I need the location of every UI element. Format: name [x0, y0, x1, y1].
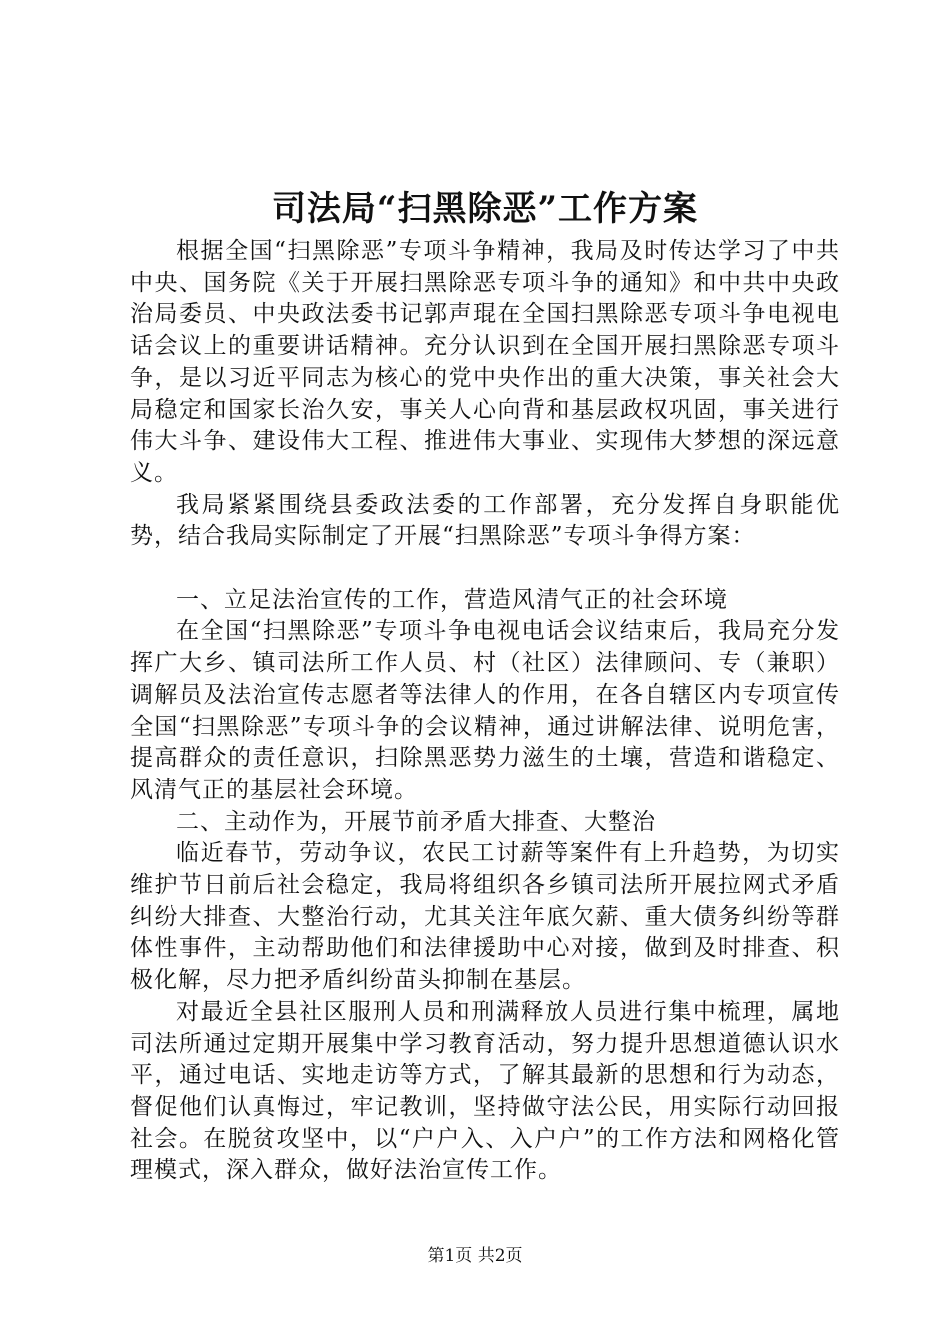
- document-page: [130, 184, 840, 1187]
- paragraph-plan-intro: 我局紧紧围绕县委政法委的工作部署，充分发挥自身职能优势，结合我局实际制定了开展“扫黑除恶”专项斗争得方案：: [130, 491, 840, 550]
- blank-line: [130, 553, 840, 585]
- section-heading-2: 二、主动作为，开展节前矛盾大排查、大整治: [176, 808, 656, 835]
- document-title: 司法局“扫黑除恶”工作方案: [271, 189, 699, 229]
- page-footer: 第1页 共2页: [427, 1246, 523, 1266]
- section-heading-1: 一、立足法治宣传的工作，营造风清气正的社会环境: [176, 586, 728, 613]
- paragraph-section-1: 在全国“扫黑除恶”专项斗争电视电话会议结束后，我局充分发挥广大乡、镇司法所工作人员、村（社区）法律顾问、专（兼职）调解员及法治宣传志愿者等法律人的作用，在各自辖区内专项宣传全国“扫黑除恶”专项斗争的会议精神，通过讲解法律、说明危害，提高群众的责任意识，扫除黑恶势力滋生的土壤，营造和谐稳定、风清气正的基层社会环境。: [130, 618, 840, 803]
- paragraph-intro: 根据全国“扫黑除恶”专项斗争精神，我局及时传达学习了中共中央、国务院《关于开展扫黑除恶专项斗争的通知》和中共中央政治局委员、中央政法委书记郭声琨在全国扫黑除恶专项斗争电视电话会议上的重要讲话精神。充分认识到在全国开展扫黑除恶专项斗争，是以习近平同志为核心的党中央作出的重大决策，事关社会大局稳定和国家长治久安，事关人心向背和基层政权巩固，事关进行伟大斗争、建设伟大工程、推进伟大事业、实现伟大梦想的深远意义。: [130, 238, 840, 486]
- paragraph-section-2a: 临近春节，劳动争议，农民工讨薪等案件有上升趋势，为切实维护节日前后社会稳定，我局将组织各乡镇司法所开展拉网式矛盾纠纷大排查、大整治行动，尤其关注年底欠薪、重大债务纠纷等群体性事件，主动帮助他们和法律援助中心对接，做到及时排查、积极化解，尽力把矛盾纠纷苗头抑制在基层。: [130, 840, 840, 994]
- paragraph-section-2b: 对最近全县社区服刑人员和刑满释放人员进行集中梳理，属地司法所通过定期开展集中学习教育活动，努力提升思想道德认识水平，通过电话、实地走访等方式，了解其最新的思想和行为动态，督促他们认真悔过，牢记教训，坚持做守法公民，用实际行动回报社会。在脱贫攻坚中，以“户户入、入户户”的工作方法和网格化管理模式，深入群众，做好法治宣传工作。: [130, 998, 840, 1184]
